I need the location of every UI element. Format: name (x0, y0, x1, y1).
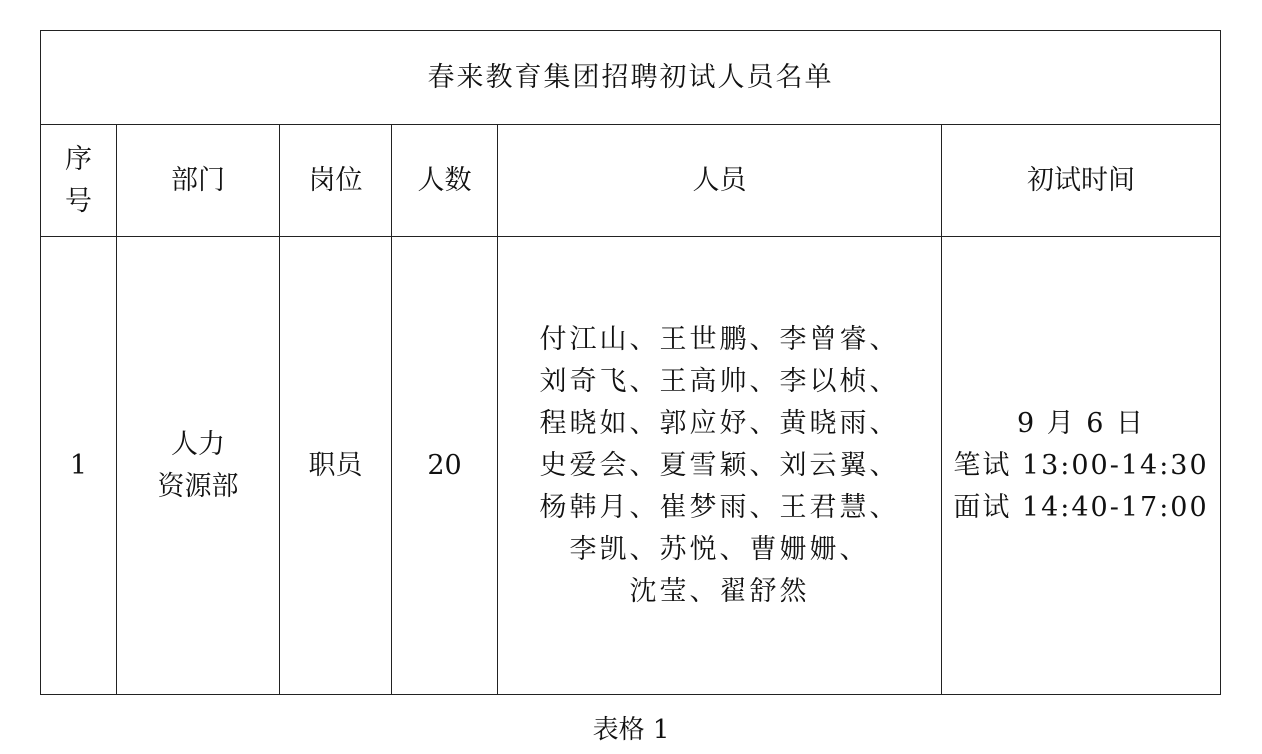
table-caption: 表格 1 (592, 715, 670, 745)
people-line: 付江山、王世鹏、李曾睿、 (539, 323, 900, 355)
header-row (41, 125, 1221, 237)
row-position: 职员 (280, 237, 392, 695)
header-people: 人员 (498, 125, 942, 237)
people-line: 史爱会、夏雪颖、刘云翼、 (539, 449, 900, 481)
row-department-line1: 人力 (171, 428, 225, 460)
header-schedule: 初试时间 (942, 125, 1221, 237)
title-row (41, 31, 1221, 125)
people-list (498, 319, 941, 613)
header-index-line1: 序 (65, 143, 92, 175)
row-schedule (942, 237, 1221, 695)
header-department: 部门 (117, 125, 280, 237)
row-index: 1 (41, 237, 117, 695)
table-title: 春来教育集团招聘初试人员名单 (41, 31, 1221, 125)
people-line: 程晓如、郭应妤、黄晓雨、 (539, 407, 900, 439)
row-department-line2: 资源部 (157, 470, 239, 502)
schedule-date: 9 月 6 日 (1016, 407, 1146, 439)
row-department (117, 237, 280, 695)
people-line: 沈莹、翟舒然 (629, 575, 810, 607)
header-count: 人数 (392, 125, 498, 237)
schedule-list (942, 403, 1220, 529)
schedule-written-exam: 笔试 13:00-14:30 (953, 449, 1209, 481)
header-index (41, 125, 117, 237)
people-line: 李凯、苏悦、曹姗姗、 (569, 533, 870, 565)
schedule-interview: 面试 14:40-17:00 (953, 491, 1209, 523)
candidate-roster-table (40, 30, 1221, 695)
people-line: 刘奇飞、王高帅、李以桢、 (539, 365, 900, 397)
header-index-line2: 号 (65, 185, 92, 217)
row-count: 20 (392, 237, 498, 695)
table-row (41, 237, 1221, 695)
people-line: 杨韩月、崔梦雨、王君慧、 (539, 491, 900, 523)
header-position: 岗位 (280, 125, 392, 237)
row-people (498, 237, 942, 695)
